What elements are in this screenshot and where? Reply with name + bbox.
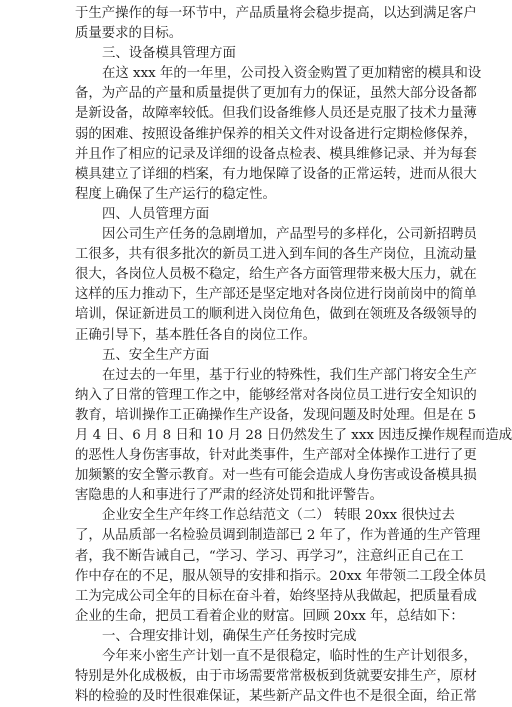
- text-line: 了，从品质部一名检验员调到制造部已 2 年了，作为普通的生产管理: [75, 528, 481, 544]
- text-line: 模具建立了详细的档案，有力地保障了设备的正常运转，进而从很大: [75, 166, 477, 182]
- text-line: 这样的压力推动下，生产部还是坚定地对各岗位进行岗前岗中的简单: [75, 287, 477, 303]
- text-line: 五、安全生产方面: [102, 347, 210, 363]
- text-line: 质量要求的目标。: [75, 26, 183, 42]
- text-line: 纳入了日常的管理工作之中，能够经常对各岗位员工进行安全知识的: [75, 387, 477, 403]
- text-line: 并且作了相应的记录及详细的设备点检表、模具维修记录、并为每套: [75, 146, 477, 162]
- text-line: 培训，保证新进员工的顺利进入岗位角色，做到在领班及各级领导的: [75, 307, 477, 323]
- text-line: 特别是外化成极板，由于市场需要常常极板到货就要安排生产，原材: [75, 669, 477, 685]
- text-line: 正确引导下，基本胜任各自的岗位工作。: [75, 327, 317, 343]
- text-line: 企业安全生产年终工作总结范文（二） 转眼 20xx 很快过去: [102, 508, 455, 524]
- text-line: 者，我不断告诫自己，“学习、学习、再学习”，注意纠正自己在工: [75, 548, 464, 564]
- text-line: 程度上确保了生产运行的稳定性。: [75, 186, 276, 202]
- text-line: 三、设备模具管理方面: [102, 46, 236, 62]
- text-line: 是新设备，故障率较低。但我们设备维修人员还是克服了技术力量薄: [75, 106, 477, 122]
- text-line: 今年来小密生产计划一直不是很稳定，临时性的生产计划很多，: [102, 649, 477, 664]
- text-line: 于生产操作的每一环节中，产品质量将会稳步提高，以达到满足客户: [75, 6, 477, 21]
- text-line: 备，为产品的产量和质量提供了更加有力的保证，虽然大部分设备都: [75, 86, 477, 102]
- text-line: 四、人员管理方面: [102, 206, 210, 222]
- text-line: 的恶性人身伤害事故，针对此类事件，生产部对全体操作工进行了更: [75, 448, 477, 464]
- text-line: 害隐患的人和事进行了严肃的经济处罚和批评警告。: [75, 488, 383, 504]
- text-line: 很大，各岗位人员极不稳定，给生产各方面管理带来极大压力，就在: [75, 267, 477, 283]
- text-line: 企业的生命，把员工看着企业的财富。回顾 20xx 年，总结如下：: [75, 608, 464, 624]
- text-line: 在过去的一年里，基于行业的特殊性，我们生产部门将安全生产: [102, 367, 477, 383]
- text-line: 作中存在的不足，服从领导的安排和指示。20xx 年带领二工段全体员: [75, 568, 487, 584]
- text-line: 料的检验的及时性很难保证，某些新产品文件也不是很全面，给正常: [75, 689, 477, 705]
- text-line: 在这 xxx 年的一年里，公司投入资金购置了更加精密的模具和设: [102, 66, 482, 82]
- text-line: 因公司生产任务的急剧增加，产品型号的多样化，公司新招聘员: [102, 227, 477, 243]
- text-line: 月 4 日、6 月 8 日和 10 月 28 日仍然发生了 xxx 因违反操作规程而造成: [75, 427, 512, 443]
- text-line: 一、合理安排计划，确保生产任务按时完成: [102, 628, 357, 644]
- text-line: 教育，培训操作工正确操作生产设备，发现问题及时处理。但是在 5: [75, 407, 477, 423]
- text-line: 工很多，共有很多批次的新员工进入到车间的各生产岗位，且流动量: [75, 247, 477, 263]
- text-line: 弱的困难、按照设备维护保养的相关文件对设备进行定期检修保养，: [75, 126, 477, 142]
- text-line: 加频繁的安全警示教育。对一些有可能会造成人身伤害或设备模具损: [75, 468, 477, 484]
- text-line: 工为完成公司全年的目标在奋斗着，始终坚持从我做起，把质量看成: [75, 588, 477, 604]
